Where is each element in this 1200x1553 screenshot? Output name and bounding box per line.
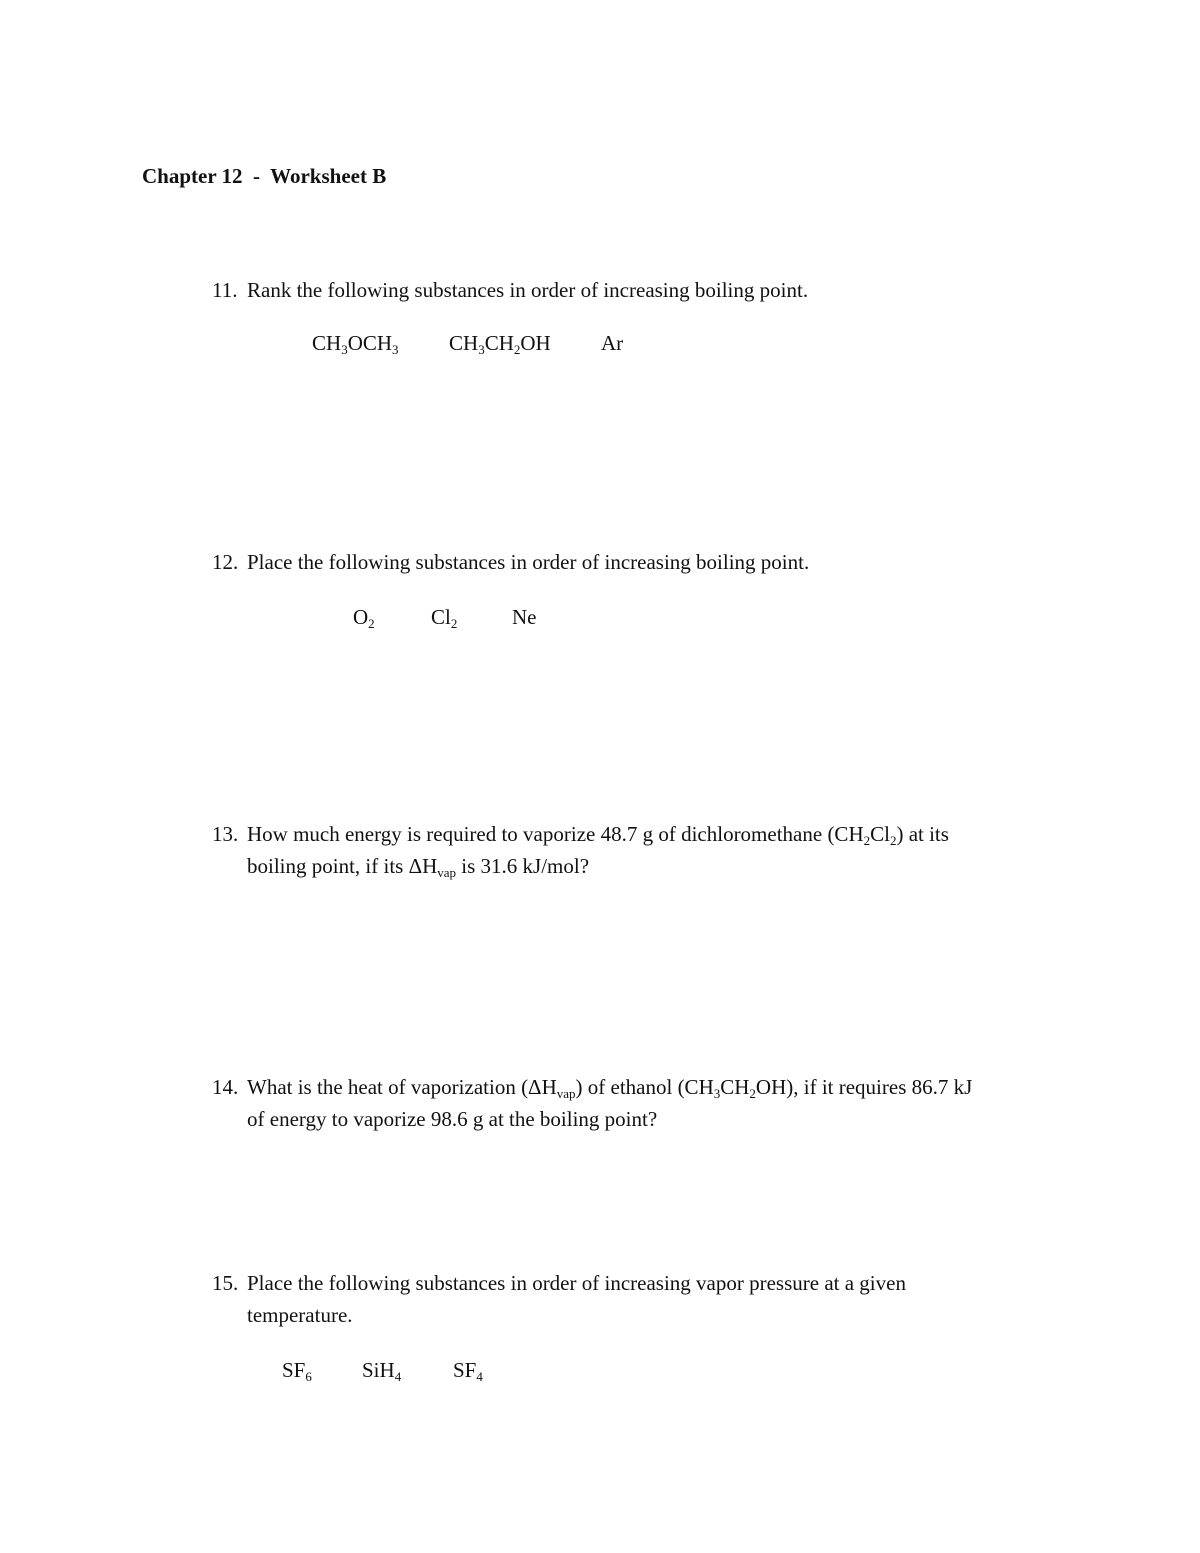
question-text: How much energy is required to vaporize 48.7 g of dichloromethane $(CH_2Cl_2)$ at its boiling point, if its $\Delta H_{vap}$ is 31.6 kJ/mol? xyxy=(247,822,949,880)
question-15 xyxy=(212,1267,1072,1331)
question-12 xyxy=(212,546,1072,578)
option-formula: $O_2$ xyxy=(353,605,375,631)
question-number: 15. xyxy=(212,1271,239,1295)
option-formula: $SF_6$ xyxy=(282,1358,312,1384)
question-14 xyxy=(212,1071,1072,1135)
option-formula: $CH_3CH_2OH$ xyxy=(449,331,551,357)
option-formula: $CH_3OCH_3$ xyxy=(312,331,399,357)
question-text: Place the following substances in order of increasing vapor pressure at a given temperature. xyxy=(247,1271,906,1327)
question-number: 12. xyxy=(212,550,239,574)
option-formula: Ne xyxy=(512,605,537,629)
question-11 xyxy=(212,274,1072,306)
question-text: What is the heat of vaporization $(\Delta H_{vap})$ of ethanol $(CH_3CH_2OH)$, if it requires 86.7 kJ of energy to vaporize 98.6 g at the boiling point? xyxy=(247,1075,973,1131)
question-number: 13. xyxy=(212,822,239,846)
question-number: 14. xyxy=(212,1075,239,1099)
option-formula: $SF_4$ xyxy=(453,1358,483,1384)
question-text: Place the following substances in order of increasing boiling point. xyxy=(247,550,810,574)
option-formula: Ar xyxy=(601,331,624,355)
page-title: Chapter 12 - Worksheet B xyxy=(142,164,387,188)
option-formula: $Cl_2$ xyxy=(431,605,458,631)
option-formula: SiH$_4$ xyxy=(362,1358,402,1384)
question-number: 11. xyxy=(212,278,238,302)
question-text: Rank the following substances in order of increasing boiling point. xyxy=(247,278,809,302)
question-13 xyxy=(212,818,1072,882)
